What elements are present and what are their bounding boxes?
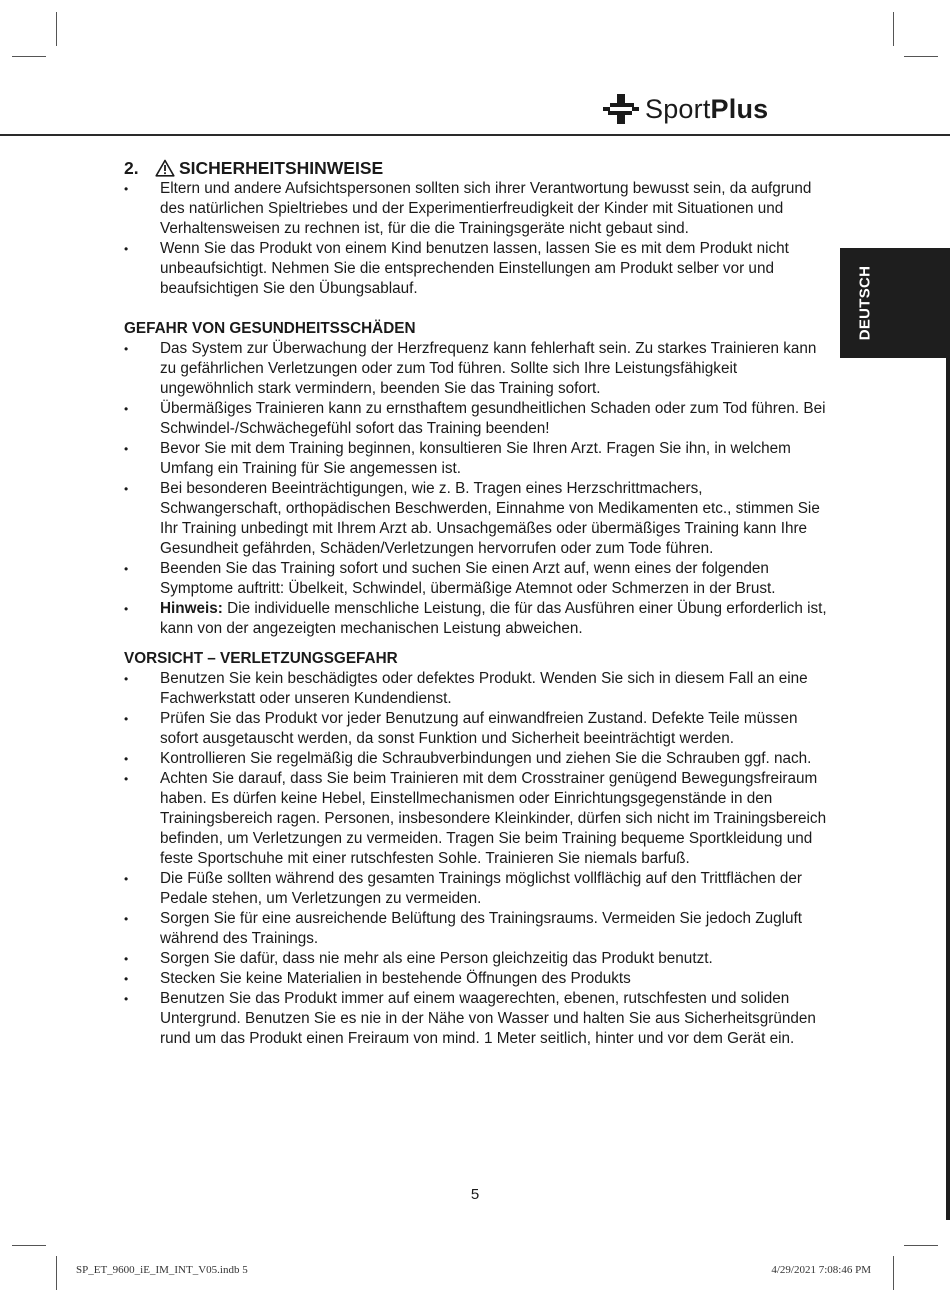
page-number: 5 <box>470 1186 480 1203</box>
language-tab: DEUTSCH <box>840 248 950 358</box>
list-item: • Wenn Sie das Produkt von einem Kind benutzen lassen, lassen Sie es mit dem Produkt nicht unbeaufsichtigt. Nehmen Sie die entsprechenden Einstellungen am Produkt selber vor und beaufsichtigen Sie den Übungsablauf. <box>124 239 828 299</box>
note-item <box>124 599 828 639</box>
brand-logo <box>602 89 768 129</box>
document-body <box>124 157 828 1049</box>
list-item: • Beenden Sie das Training sofort und suchen Sie einen Arzt auf, wenn eines der folgenden Symptome auftritt: Übelkeit, Schwindel, übermäßige Atemnot oder Schmerzen in der Brust. <box>124 559 828 599</box>
header-rule <box>0 134 950 136</box>
brand-name: SportPlus <box>645 93 769 124</box>
health-list <box>124 339 828 639</box>
crop-mark <box>904 56 938 57</box>
warning-triangle-icon <box>155 159 175 177</box>
caution-heading: VORSICHT – VERLETZUNGSGEFAHR <box>124 650 398 667</box>
list-item: • Benutzen Sie kein beschädigtes oder defektes Produkt. Wenden Sie sich in diesem Fall an eine Fachwerkstatt oder unseren Kundendienst. <box>124 669 828 709</box>
list-item: • Benutzen Sie das Produkt immer auf einem waagerechten, ebenen, rutschfesten und soliden Untergrund. Benutzen Sie es nie in der Nähe von Wasser und halten Sie aus Sicherheitsgründen rund um das Produkt einen Freiraum von mind. 1 Meter seitlich, hinter und vor dem Gerät ein. <box>124 989 828 1049</box>
crop-mark <box>893 1256 894 1290</box>
crop-mark <box>893 12 894 46</box>
list-item: • Bevor Sie mit dem Training beginnen, konsultieren Sie Ihren Arzt. Fragen Sie ihn, in welchem Umfang ein Training für Sie angemessen ist. <box>124 439 828 479</box>
crop-mark <box>904 1245 938 1246</box>
health-heading: GEFAHR VON GESUNDHEITSSCHÄDEN <box>124 320 416 337</box>
list-item: • Eltern und andere Aufsichtspersonen sollten sich ihrer Verantwortung bewusst sein, da aufgrund des natürlichen Spieltriebes und der Experimentierfreudigkeit der Kinder mit Situationen und Verhaltensweisen zu rechnen ist, für die die Trainingsgeräte nicht gebaut sind. <box>124 179 828 239</box>
footer-timestamp: 4/29/2021 7:08:46 PM <box>771 1264 871 1276</box>
footer-filename: SP_ET_9600_iE_IM_INT_V05.indb 5 <box>76 1264 248 1276</box>
caution-list <box>124 669 828 1049</box>
list-item: • Übermäßiges Trainieren kann zu ernsthaftem gesundheitlichen Schaden oder zum Tod führen. Bei Schwindel-/Schwächegefühl sofort das Training beenden! <box>124 399 828 439</box>
list-item: • Die Füße sollten während des gesamten Trainings möglichst vollflächig auf den Trittflächen der Pedale stehen, um Verletzungen zu vermeiden. <box>124 869 828 909</box>
list-item: • Stecken Sie keine Materialien in bestehende Öffnungen des Produkts <box>124 969 828 989</box>
safety-list <box>124 179 828 299</box>
list-item: • Prüfen Sie das Produkt vor jeder Benutzung auf einwandfreien Zustand. Defekte Teile müssen sofort ausgetauscht werden, da sonst Funktion und Sicherheit beeinträchtigt werden. <box>124 709 828 749</box>
crop-mark <box>56 12 57 46</box>
note-text: Die individuelle menschliche Leistung, die für das Ausführen einer Übung erforderlich ist, kann von der angezeigten mechanischen Leistung abweichen. <box>160 600 827 637</box>
plus-logo-icon <box>602 90 640 128</box>
crop-mark <box>12 1245 46 1246</box>
note-label: Hinweis: <box>160 600 223 617</box>
crop-mark <box>56 1256 57 1290</box>
section-number: 2. <box>124 158 139 178</box>
margin-bar <box>946 358 950 1220</box>
section-heading <box>124 157 828 179</box>
list-item: • Bei besonderen Beeinträchtigungen, wie z. B. Tragen eines Herzschrittmachers, Schwangerschaft, orthopädischen Beschwerden, Einnahme von Medikamenten etc., stimmen Sie Ihr Training unbedingt mit Ihrem Arzt ab. Unsachgemäßes oder übermäßiges Training kann Ihre Gesundheit gefährden, Schäden/Verletzungen hervorrufen oder zum Tode führen. <box>124 479 828 559</box>
list-item: • Achten Sie darauf, dass Sie beim Trainieren mit dem Crosstrainer genügend Bewegungsfreiraum haben. Es dürfen keine Hebel, Einstellmechanismen oder Einrichtungsgegenstände in den Trainingsbereich ragen. Personen, insbesondere Kleinkinder, dürfen sich nicht im Trainingsbereich befinden, um Verletzungen zu vermeiden. Tragen Sie beim Training bequeme Sportkleidung und feste Sportschuhe mit einer rutschfesten Sohle. Trainieren Sie niemals barfuß. <box>124 769 828 869</box>
list-item: • Das System zur Überwachung der Herzfrequenz kann fehlerhaft sein. Zu starkes Trainieren kann zu gefährlichen Verletzungen oder zum Tod führen. Sollte sich Ihre Leistungsfähigkeit ungewöhnlich stark vermindern, beenden Sie das Training sofort. <box>124 339 828 399</box>
list-item: • Sorgen Sie für eine ausreichende Belüftung des Trainingsraums. Vermeiden Sie jedoch Zugluft während des Trainings. <box>124 909 828 949</box>
section-title: SICHERHEITSHINWEISE <box>179 158 384 178</box>
crop-mark <box>12 56 46 57</box>
list-item: • Sorgen Sie dafür, dass nie mehr als eine Person gleichzeitig das Produkt benutzt. <box>124 949 828 969</box>
list-item: • Kontrollieren Sie regelmäßig die Schraubverbindungen und ziehen Sie die Schrauben ggf. nach. <box>124 749 828 769</box>
